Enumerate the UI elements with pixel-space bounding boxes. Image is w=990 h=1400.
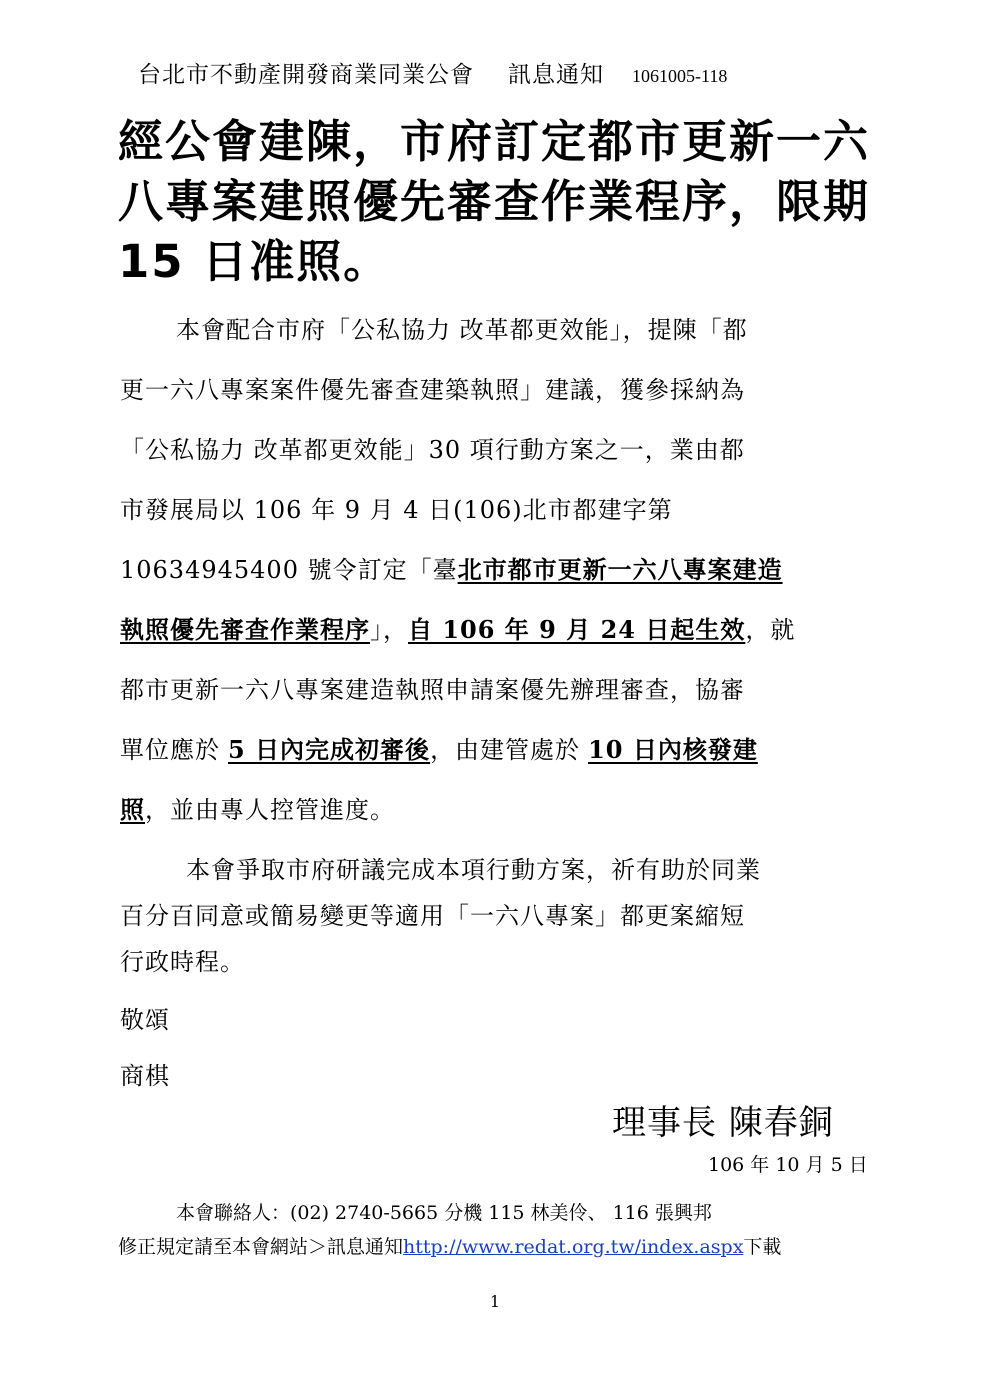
body-text: 10634945400 號令訂定「臺: [120, 556, 458, 584]
body-line: [120, 732, 880, 768]
body-line: 行政時程。: [120, 948, 245, 976]
body-line: 百分百同意或簡易變更等適用「一六八專案」都更案縮短: [120, 902, 745, 930]
body-text: ，就: [745, 616, 796, 644]
contact-info: 本會聯絡人：(02) 2740-5665 分機 115 林美伶、 116 張興邦: [176, 1202, 712, 1224]
body-line: [120, 792, 880, 828]
signer-name: 理事長 陳春銅: [612, 1103, 834, 1143]
association-name: 台北市不動產開發商業同業公會: [138, 62, 474, 88]
permit-deadline-emphasis: 照: [120, 795, 145, 824]
body-line: 本會爭取市府研議完成本項行動方案，祈有助於同業: [186, 856, 761, 884]
download-note: [118, 1232, 781, 1259]
headline-line: 經公會建陳，市府訂定都市更新一六: [118, 115, 871, 168]
body-line: 「公私協力 改革都更效能」30 項行動方案之一，業由都: [120, 436, 745, 464]
permit-deadline-emphasis: 10 日內核發建: [588, 735, 758, 764]
closing-wish: 商棋: [120, 1062, 170, 1090]
body-line: [120, 552, 880, 588]
body-line: 本會配合市府「公私協力 改革都更效能」，提陳「都: [176, 316, 748, 344]
letterhead: [138, 58, 918, 93]
issue-date: 106 年 10 月 5 日: [708, 1154, 868, 1176]
website-link[interactable]: http://www.redat.org.tw/index.aspx: [403, 1236, 744, 1258]
review-deadline-emphasis: 5 日內完成初審後: [228, 735, 431, 764]
headline-line: 八專案建照優先審查作業程序，限期: [118, 175, 871, 228]
body-line: 更一六八專案案件優先審查建築執照」建議，獲參採納為: [120, 376, 745, 404]
download-suffix: 下載: [743, 1236, 782, 1258]
body-text: 單位應於: [120, 736, 220, 764]
page-number: 1: [489, 1292, 501, 1311]
body-line: [120, 612, 880, 648]
headline: [118, 112, 878, 292]
body-text: ，並由專人控管進度。: [145, 796, 395, 824]
document-number: 1061005-118: [632, 66, 728, 86]
download-prefix: 修正規定請至本會網站＞訊息通知: [118, 1236, 404, 1258]
body-line: 市發展局以 106 年 9 月 4 日(106)北市都建字第: [120, 496, 673, 524]
body-text: ，由建管處於: [430, 736, 581, 764]
regulation-name-emphasis: 執照優先審查作業程序: [120, 615, 370, 644]
effective-date-emphasis: 自 106 年 9 月 24 日起生效: [408, 615, 746, 644]
headline-line: 15 日准照。: [118, 235, 391, 288]
regulation-name-emphasis: 北市都市更新一六八專案建造: [457, 555, 783, 584]
body-line: 都市更新一六八專案建造執照申請案優先辦理審查，協審: [120, 676, 745, 704]
notice-label: 訊息通知: [508, 62, 604, 88]
body-text: 」，: [370, 616, 408, 644]
closing-salutation: 敬頌: [120, 1006, 170, 1034]
